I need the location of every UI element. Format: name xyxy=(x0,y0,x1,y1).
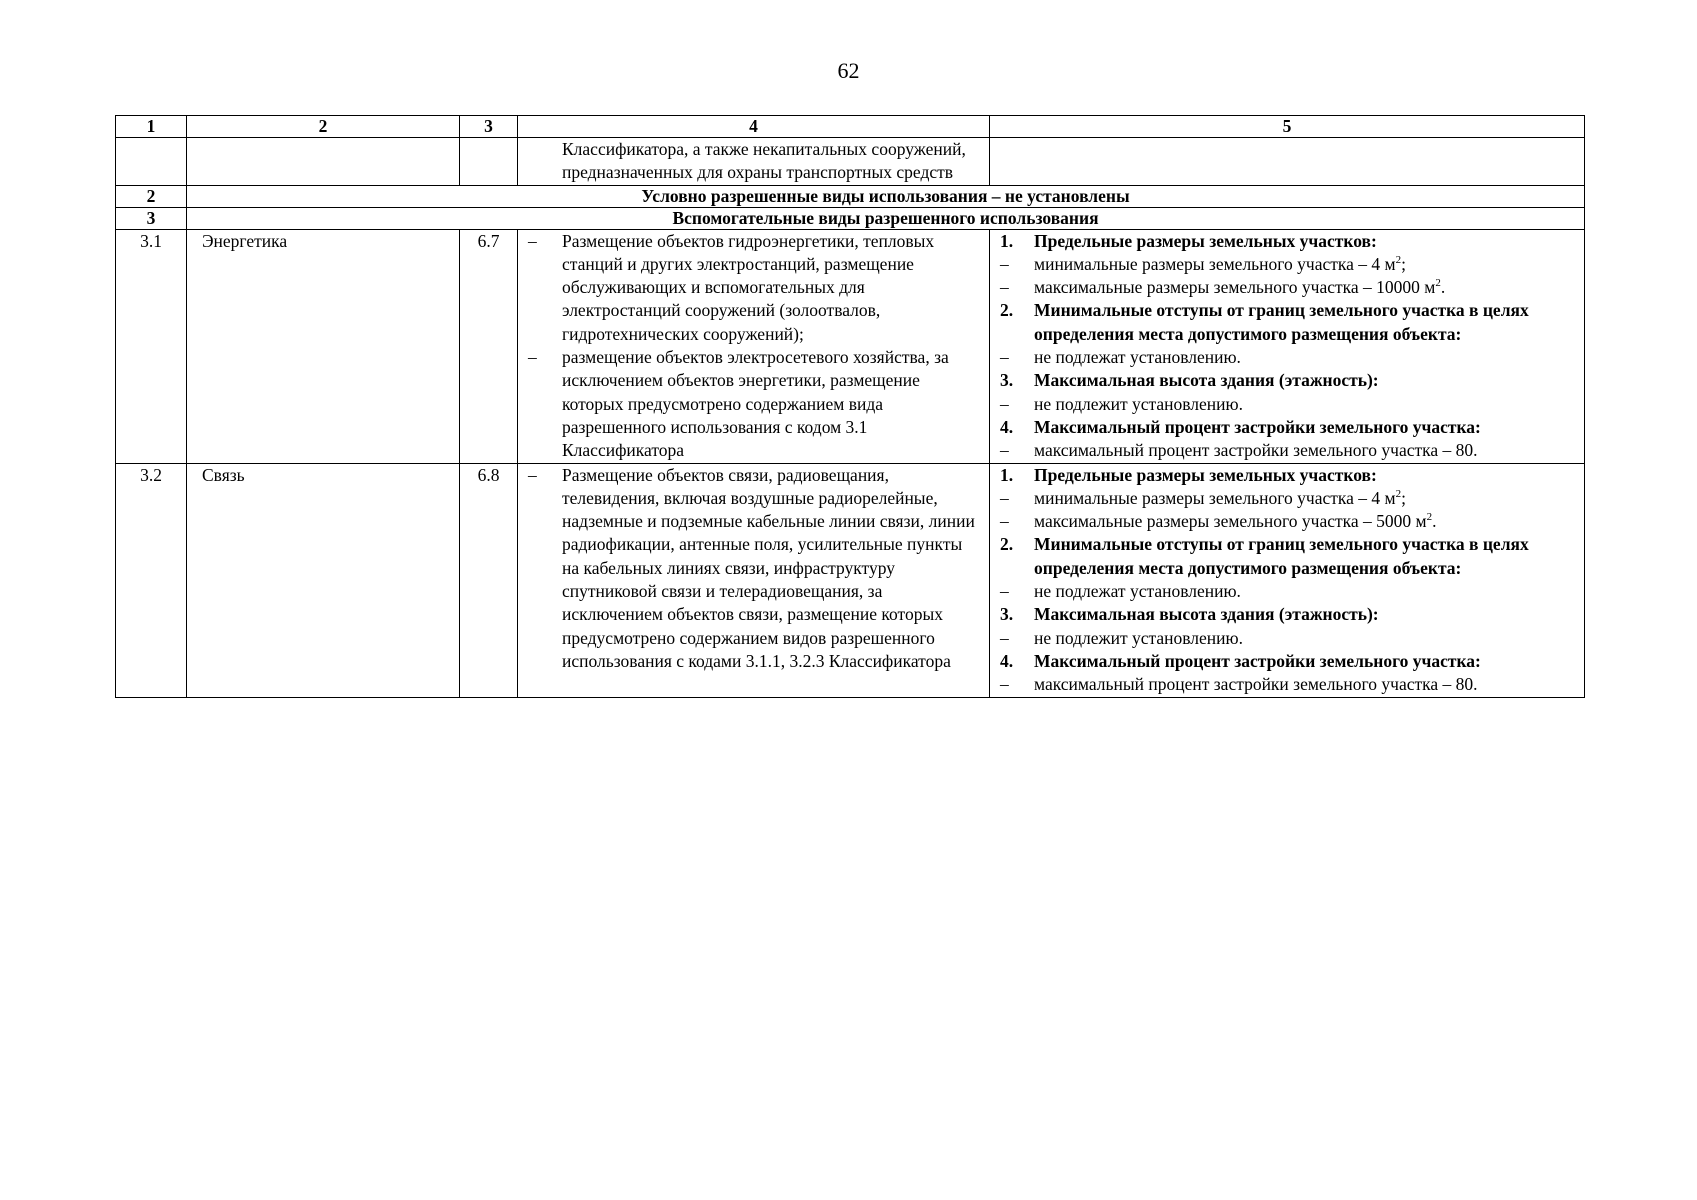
superscript: 2 xyxy=(1426,511,1433,524)
list-marker: – xyxy=(1000,581,1009,602)
parameter-text-main: Максимальный процент застройки земельного участка: xyxy=(1034,650,1481,671)
description-text: размещение объектов электросетевого хозяйства, за исключением объектов энергетики, размещение которых предусмотрено содержанием вида разрешенного использования с кодом 3.1 Классификатора xyxy=(562,347,949,461)
parameter-text-tail: ; xyxy=(1401,487,1406,508)
parameter-text-main: минимальные размеры земельного участка – 4 м xyxy=(1034,253,1396,274)
parameter-text-main: максимальные размеры земельного участка – 5000 м xyxy=(1034,511,1427,532)
description-item xyxy=(518,230,989,346)
parameter-value xyxy=(990,346,1584,369)
land-use-rows xyxy=(116,229,1585,697)
use-description xyxy=(518,229,990,463)
parameter-text xyxy=(1034,416,1584,439)
use-type-name: Связь xyxy=(187,463,460,697)
list-marker: 2. xyxy=(1000,300,1014,321)
classifier-code: 6.7 xyxy=(460,229,518,463)
parameter-text xyxy=(1034,627,1584,650)
parameter-text-main: не подлежат установлению. xyxy=(1034,581,1241,602)
parameter-text-main: не подлежит установлению. xyxy=(1034,393,1243,414)
parameter-value xyxy=(990,253,1584,276)
parameter-heading xyxy=(990,464,1584,487)
parameter-text-main: Минимальные отступы от границ земельного участка в целях определения места допустимого размещения объекта: xyxy=(1034,534,1529,578)
dash-marker: – xyxy=(528,347,537,368)
land-use-table xyxy=(115,115,1585,698)
section-row xyxy=(116,185,1585,207)
parameter-heading xyxy=(990,603,1584,626)
parameter-text-main: максимальные размеры земельного участка – 10000 м xyxy=(1034,277,1436,298)
column-header-3: 3 xyxy=(460,116,518,138)
list-marker: 4. xyxy=(1000,650,1014,671)
parameter-text xyxy=(1034,439,1584,462)
list-marker: – xyxy=(1000,347,1009,368)
section-row xyxy=(116,207,1585,229)
section-number: 2 xyxy=(116,185,187,207)
parameter-text xyxy=(1034,533,1584,580)
parameter-text-main: не подлежат установлению. xyxy=(1034,347,1241,368)
superscript: 2 xyxy=(1395,254,1402,267)
parameter-text-main: не подлежит установлению. xyxy=(1034,627,1243,648)
list-marker: – xyxy=(1000,627,1009,648)
parameter-text xyxy=(1034,464,1584,487)
description-text: Размещение объектов связи, радиовещания, телевидения, включая воздушные радиорелейные, надземные и подземные кабельные линии связи, линии радиофикации, антенные поля, усилительные пункты на кабельных линиях связи, инфраструктуру спутниковой связи и телерадиовещания, за исключением объектов связи, размещение которых предусмотрено содержанием видов разрешенного использования с кодами 3.1.1, 3.2.3 Классификатора xyxy=(562,464,975,671)
list-marker: 1. xyxy=(1000,464,1014,485)
parameter-value xyxy=(990,487,1584,510)
parameter-text-tail: . xyxy=(1432,511,1437,532)
parameter-text xyxy=(1034,276,1584,299)
parameter-heading xyxy=(990,299,1584,346)
section-title: Вспомогательные виды разрешенного использования xyxy=(187,207,1585,229)
table-row xyxy=(116,463,1585,697)
superscript: 2 xyxy=(1435,277,1441,290)
list-marker: 2. xyxy=(1000,534,1014,555)
parameter-heading xyxy=(990,230,1584,253)
section-title: Условно разрешенные виды использования – не установлены xyxy=(187,185,1585,207)
parameter-text-tail: . xyxy=(1440,277,1446,298)
parameter-text xyxy=(1034,393,1584,416)
parameter-text-main: Максимальная высота здания (этажность): xyxy=(1034,370,1379,391)
parameter-heading xyxy=(990,533,1584,580)
dash-marker: – xyxy=(528,464,537,485)
parameter-value xyxy=(990,627,1584,650)
list-marker: 3. xyxy=(1000,370,1014,391)
parameter-value xyxy=(990,276,1584,299)
parameter-text xyxy=(1034,510,1584,533)
description-item xyxy=(518,346,989,462)
column-header-1: 1 xyxy=(116,116,187,138)
parameter-text-main: максимальный процент застройки земельного участка – 80. xyxy=(1034,674,1478,695)
column-number-header-row xyxy=(116,116,1585,138)
list-marker: – xyxy=(1000,253,1009,274)
list-marker: – xyxy=(1000,277,1009,298)
parameter-value xyxy=(990,580,1584,603)
continuation-row xyxy=(116,138,1585,186)
superscript: 2 xyxy=(1395,488,1402,501)
parameter-text xyxy=(1034,369,1584,392)
list-marker: – xyxy=(1000,440,1009,461)
parameter-text-main: Максимальная высота здания (этажность): xyxy=(1034,604,1379,625)
description-item xyxy=(518,464,989,674)
parameter-text-main: Предельные размеры земельных участков: xyxy=(1034,230,1377,251)
list-marker: – xyxy=(1000,393,1009,414)
table-row xyxy=(116,229,1585,463)
continuation-description: Классификатора, а также некапитальных сооружений, предназначенных для охраны транспортных средств xyxy=(562,139,966,183)
parameter-value xyxy=(990,393,1584,416)
parameter-text-main: Максимальный процент застройки земельного участка: xyxy=(1034,416,1481,437)
column-header-4: 4 xyxy=(518,116,990,138)
parameter-text xyxy=(1034,253,1584,276)
parameter-text-main: максимальный процент застройки земельного участка – 80. xyxy=(1034,440,1478,461)
dash-marker: – xyxy=(528,230,537,251)
parameters xyxy=(990,463,1585,697)
column-header-5: 5 xyxy=(990,116,1585,138)
row-number: 3.1 xyxy=(116,229,187,463)
list-marker: – xyxy=(1000,487,1009,508)
parameter-text xyxy=(1034,580,1584,603)
use-description xyxy=(518,463,990,697)
row-number: 3.2 xyxy=(116,463,187,697)
list-marker: 1. xyxy=(1000,230,1014,251)
parameter-value xyxy=(990,439,1584,462)
parameter-heading xyxy=(990,369,1584,392)
parameter-text xyxy=(1034,346,1584,369)
list-marker: – xyxy=(1000,511,1009,532)
parameter-text xyxy=(1034,230,1584,253)
description-text: Размещение объектов гидроэнергетики, тепловых станций и других электростанций, размещение обслуживающих и вспомогательных для электростанций сооружений (золоотвалов, гидротехнических сооружений); xyxy=(562,230,935,344)
parameter-value xyxy=(990,673,1584,696)
column-header-2: 2 xyxy=(187,116,460,138)
parameter-value xyxy=(990,510,1584,533)
classifier-code: 6.8 xyxy=(460,463,518,697)
parameter-text-main: минимальные размеры земельного участка – 4 м xyxy=(1034,487,1396,508)
list-marker: – xyxy=(1000,674,1009,695)
section-number: 3 xyxy=(116,207,187,229)
parameter-text xyxy=(1034,299,1584,346)
parameter-text xyxy=(1034,673,1584,696)
use-type-name: Энергетика xyxy=(187,229,460,463)
parameter-text-tail: ; xyxy=(1401,253,1406,274)
parameter-heading xyxy=(990,650,1584,673)
parameter-text xyxy=(1034,487,1584,510)
parameter-text xyxy=(1034,650,1584,673)
list-marker: 3. xyxy=(1000,604,1014,625)
parameter-heading xyxy=(990,416,1584,439)
list-marker: 4. xyxy=(1000,416,1014,437)
parameters xyxy=(990,229,1585,463)
page-number: 62 xyxy=(837,58,860,83)
parameter-text-main: Предельные размеры земельных участков: xyxy=(1034,464,1377,485)
parameter-text-main: Минимальные отступы от границ земельного участка в целях определения места допустимого размещения объекта: xyxy=(1034,300,1529,344)
parameter-text xyxy=(1034,603,1584,626)
